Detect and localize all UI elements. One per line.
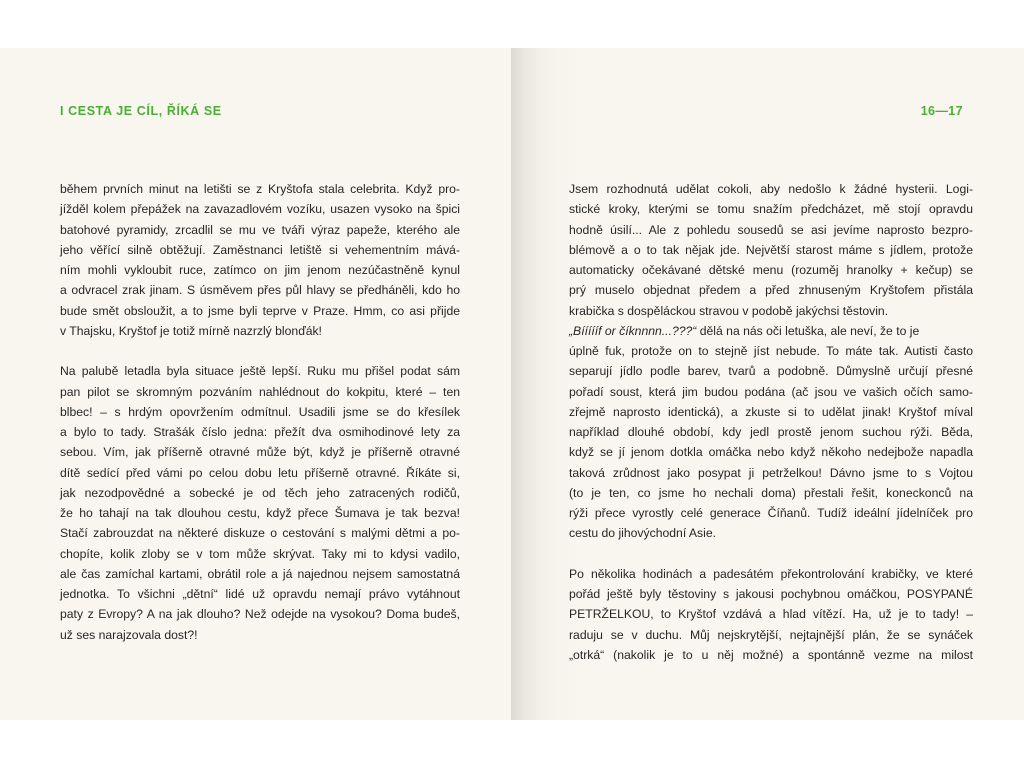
text-line: PETRŽELKOU, to Kryštof vzdává a hlad vítězí. Ha, už je to tady! – xyxy=(569,607,973,622)
paragraph xyxy=(60,179,460,341)
text-line: a bylo to tady. Strašák číslo jedna: přežít dva osmihodinové lety za xyxy=(60,425,460,439)
text-line: bude smět obsloužit, a to jsme byli teprve v Praze. Hmm, co asi přijde xyxy=(60,303,460,318)
text-line: „otrká“ (nakolik je to u něj možné) a spontánně vezme na milost xyxy=(569,647,973,662)
text-line xyxy=(569,321,973,341)
left-page xyxy=(0,48,511,720)
page-numbers: 16—17 xyxy=(920,104,963,118)
text-line: například dlouhé období, kdy jedl prostě jenom suchou rýži. Běda, xyxy=(569,425,973,439)
paragraph xyxy=(60,361,460,645)
text-line: a odvracel zrak jinam. S úsměvem přes půl hlavy se předháněli, kdo ho xyxy=(60,283,460,298)
text-line: ale čas zamíchal kartami, obrátil role a já najednou nejsem samostatná xyxy=(60,566,460,581)
book-spread xyxy=(0,48,1024,720)
text-line: jak nezodpovědné a sobecké je od těch jeho zatracených rodičů, xyxy=(60,485,460,500)
text-line: dítě sedící před vámi po celou dobu letu příšerně otravné. Říkáte si, xyxy=(60,465,460,480)
text-line: hodně úsilí... Ale z pohledu sousedů se asi jevíme naprosto bezpro- xyxy=(569,222,973,237)
text-line: stické kroky, kterými se tomu snažím předcházet, mě stojí opravdu xyxy=(569,202,973,217)
paragraph xyxy=(569,564,973,665)
text-line: jížděl kolem přepážek na zavazadlovém vozíku, usazen vysoko na špici xyxy=(60,202,460,217)
right-page-text xyxy=(569,179,973,665)
text-line: když se jí jenom dotkla omáčka nebo když někoho nedejbože napadla xyxy=(569,445,973,460)
text-line: pořád ještě byly těstoviny s jakousi pochybnou omáčkou, POSYPANÉ xyxy=(569,587,973,601)
right-page xyxy=(511,48,1024,720)
text-line: raduju se v duchu. Můj nejskrytější, nejtajnější plán, že se synáček xyxy=(569,627,973,642)
text-line: paty z Evropy? A na jak dlouho? Než odejde na vysokou? Doma budeš, xyxy=(60,607,460,622)
text-line: sebou. Vím, jak příšerně otravné může být, když je příšerně otravné xyxy=(60,445,460,460)
text-line: Stačí zabrouzdat na některé diskuze o cestování s malými dětmi a po- xyxy=(60,526,460,541)
text-line: chopíte, kolik zloby se v tom může skrývat. Taky mi to kdysi vadilo, xyxy=(60,546,460,561)
running-head: I CESTA JE CÍL, ŘÍKÁ SE xyxy=(60,104,222,118)
left-page-text xyxy=(60,179,460,645)
text-line: úplně fuk, protože on to stejně jíst nebude. To máte tak. Autisti často xyxy=(569,344,973,358)
text-line: (to je ten, co jsme ho nechali doma) přestali řešit, koneckonců na xyxy=(569,485,973,500)
text-line: pan pilot se skromným pozváním nahlédnout do kokpitu, které – ten xyxy=(60,384,460,399)
text-line: krabička s dospěláckou stravou v podobě jakýchsi těstovin. xyxy=(569,303,889,318)
text-line: že ho tahají na tak dlouhou cestu, když přece Šumava je tak bezva! xyxy=(60,506,460,520)
text-line: Jsem rozhodnutá udělat cokoli, aby nedošlo k žádné hysterii. Logi- xyxy=(569,182,973,196)
text-line: separují jídlo podle barev, tvarů a podobně. Důmyslně určují přesné xyxy=(569,364,973,379)
text-line: taková zrůdnost jako posypat ji petrželkou! Dávno jsme to s Vojtou xyxy=(569,465,973,480)
text-line: zřejmě naprosto identická), a zkuste si to udělat jinak! Kryštof míval xyxy=(569,404,973,419)
paragraph xyxy=(569,179,973,544)
text-line: během prvních minut na letišti se z Kryštofa stala celebrita. Když pro- xyxy=(60,182,460,196)
text-line: už ses narajzovala dost?! xyxy=(60,627,198,642)
text-line: cestu do jihovýchodní Asie. xyxy=(569,526,717,541)
text-line: Na palubě letadla byla situace ještě lepší. Ruku mu přišel podat sám xyxy=(60,364,460,379)
text-line: jeho věřící silně obtěžují. Zaměstnanci letiště si vehementním mává- xyxy=(60,242,460,257)
text-line: blémově a o to tak nějak jde. Největší starost máme s jídlem, protože xyxy=(569,242,973,257)
text-line: v Thajsku, Kryštof je totiž mírně nazrzlý blonďák! xyxy=(60,323,322,338)
text-line: batohové pyramidy, zrcadlil se mu ve tváři výraz papeže, kterého ale xyxy=(60,222,460,237)
text-line: prý muselo objednat předem a před zhnuseným Kryštofem přistála xyxy=(569,283,973,298)
quote-italic: „Bíííííf or číknnnn...???“ xyxy=(569,323,697,338)
text-line: blbec! – s hrdým opovržením odmítnul. Usadili jsme se do křesílek xyxy=(60,404,460,419)
text-line: Po několika hodinách a padesátém překontrolování krabičky, ve které xyxy=(569,566,973,581)
text-line: ním mohli vykloubit ruce, zatímco on jim jenom nezúčastněně kynul xyxy=(60,263,460,277)
quote-line-rest: dělá na nás oči letuška, ale neví, že to je xyxy=(696,323,920,338)
text-line: jednotka. To všichni „dětní“ lidé už opravdu nemají právo vytáhnout xyxy=(60,587,460,601)
text-line: pořadí soust, která jim budou podána (ač jsou ve vašich očích samo- xyxy=(569,384,973,399)
text-line: automaticky očekávané dětské menu (rozuměj hranolky + kečup) se xyxy=(569,263,973,277)
text-line: rýži přece vyrostly celé generace Číňanů. Tudíž ideální jídelníček pro xyxy=(569,506,973,520)
